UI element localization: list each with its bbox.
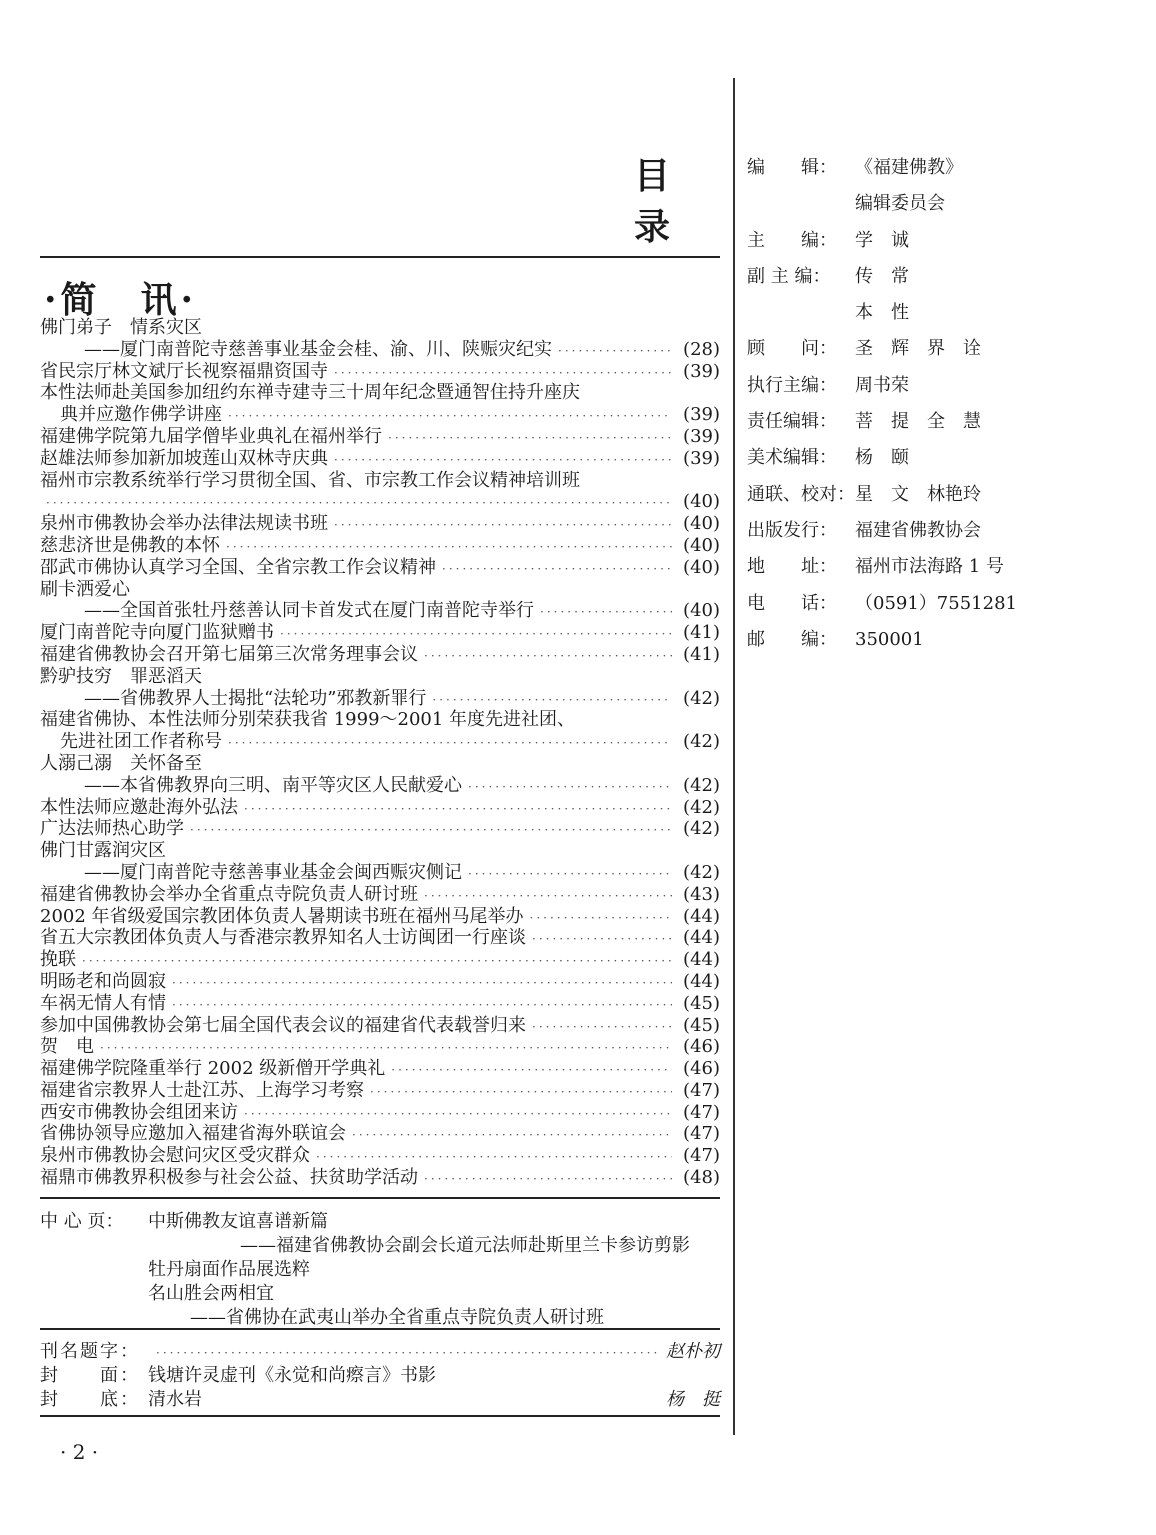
toc-entry-title: 厦门南普陀寺向厦门监狱赠书 <box>40 622 274 644</box>
toc-entry-page: (40) <box>683 513 720 535</box>
masthead-label: 美术编辑： <box>747 447 837 469</box>
toc-entry <box>40 1145 720 1167</box>
toc-entry <box>40 775 720 797</box>
toc-entry-page: (44) <box>683 970 720 992</box>
toc-entry <box>40 470 720 492</box>
credit-label: 封 底： <box>40 1389 140 1410</box>
toc-entry-page: (40) <box>683 556 720 578</box>
toc-entry-page: (44) <box>683 905 720 927</box>
toc-entry <box>40 535 720 557</box>
toc-leader-dots <box>424 646 672 668</box>
toc-entry <box>40 731 720 753</box>
toc-entry-title: ——厦门南普陀寺慈善事业基金会桂、渝、川、陕赈灾纪实 <box>84 338 552 360</box>
toc-entry-title: 省民宗厅林文斌厅长视察福鼎资国寺 <box>40 360 328 382</box>
toc-entry-title: 福建佛学院隆重举行 2002 级新僧开学典礼 <box>40 1058 386 1080</box>
masthead-row <box>747 223 1107 259</box>
toc-title: 目录 <box>634 156 673 248</box>
toc-leader-dots <box>442 559 672 581</box>
toc-entry-title: ——本省佛教界向三明、南平等灾区人民献爱心 <box>84 774 462 796</box>
masthead-label: 出版发行： <box>747 519 837 541</box>
toc-entry-page: (39) <box>683 360 720 382</box>
toc-entry <box>40 448 720 470</box>
masthead-row <box>747 513 1107 549</box>
toc-entry-title: 本性法师应邀赴海外弘法 <box>40 796 238 818</box>
toc-entry-page: (44) <box>683 949 720 971</box>
toc-entry <box>40 317 720 339</box>
toc-entry-title: 人溺己溺 关怀备至 <box>40 752 202 774</box>
masthead-value: 福建省佛教协会 <box>855 519 981 541</box>
masthead-row <box>747 586 1107 622</box>
toc-leader-dots <box>334 515 672 537</box>
toc-leader-dots <box>388 428 672 450</box>
credit-name: 赵朴初 <box>666 1341 720 1362</box>
masthead-row <box>747 404 1107 440</box>
masthead-value: （0591）7551281 <box>855 592 1017 614</box>
toc-entry-page: (42) <box>683 861 720 883</box>
masthead-value: 杨 颐 <box>855 447 909 469</box>
toc-entry-title: 福建省佛教协会举办全省重点寺院负责人研讨班 <box>40 883 418 905</box>
toc-entry-page: (40) <box>683 491 720 513</box>
toc-leader-dots <box>226 537 672 559</box>
masthead-row <box>747 440 1107 476</box>
toc-leader-dots <box>532 929 672 951</box>
masthead-label: 执行主编： <box>747 374 837 396</box>
toc-entry <box>40 1123 720 1145</box>
masthead-row <box>747 295 1107 331</box>
toc-entry-page: (47) <box>683 1145 720 1167</box>
toc-entry <box>40 513 720 535</box>
toc-entry <box>40 709 720 731</box>
toc-entry-title: ——厦门南普陀寺慈善事业基金会闽西赈灾侧记 <box>84 861 462 883</box>
toc-entry-title: 福建省佛教协会召开第七届第三次常务理事会议 <box>40 643 418 665</box>
toc-leader-dots <box>244 799 672 821</box>
toc-entry-title: 典并应邀作佛学讲座 <box>60 404 222 426</box>
toc-entry-title: 广达法师热心助学 <box>40 818 184 840</box>
toc-entry <box>40 600 720 622</box>
masthead-row <box>747 186 1107 222</box>
toc-entry <box>40 688 720 710</box>
toc-entry-title: 参加中国佛教协会第七届全国代表会议的福建省代表载誉归来 <box>40 1014 526 1036</box>
toc-entry <box>40 993 720 1015</box>
credit-row <box>40 1340 720 1364</box>
toc-entry-page: (48) <box>683 1167 720 1189</box>
toc-leader-dots <box>532 1017 672 1039</box>
title-rule <box>40 256 720 258</box>
masthead-value: 《福建佛教》 <box>855 157 963 178</box>
toc-entry <box>40 884 720 906</box>
masthead-value: 本 性 <box>855 302 909 324</box>
toc-entry-title: 黔驴技穷 罪恶滔天 <box>40 665 202 687</box>
toc-entry-page: (44) <box>683 927 720 949</box>
masthead-value: 周书荣 <box>855 374 909 396</box>
toc-leader-dots <box>172 973 672 995</box>
center-page-label: 中 心 页： <box>40 1211 124 1232</box>
masthead-label <box>747 295 855 331</box>
center-page-line: 中斯佛教友谊喜谱新篇 <box>148 1211 328 1232</box>
toc-entry-page: (42) <box>683 818 720 840</box>
toc-leader-dots <box>316 1147 672 1169</box>
toc-entry-page: (28) <box>683 338 720 360</box>
masthead-label: 编 辑： <box>747 157 837 178</box>
page-number: · 2 · <box>60 1440 99 1464</box>
column-divider <box>733 78 735 1435</box>
toc-leader-dots <box>228 406 672 428</box>
toc-entry <box>40 644 720 666</box>
masthead-value: 编辑委员会 <box>855 193 945 215</box>
toc-entry-title: 泉州市佛教协会举办法律法规读书班 <box>40 513 328 535</box>
toc-entry-page: (46) <box>683 1036 720 1058</box>
toc-entry-title: ——全国首张牡丹慈善认同卡首发式在厦门南普陀寺举行 <box>84 600 534 622</box>
masthead-row <box>747 549 1107 585</box>
masthead-value: 学 诚 <box>855 229 909 251</box>
toc-entry <box>40 557 720 579</box>
masthead-row <box>747 622 1107 658</box>
toc-entry-title: 贺 电 <box>40 1036 94 1058</box>
toc-entry <box>40 927 720 949</box>
toc-leader-dots <box>530 908 672 930</box>
toc-entry <box>40 862 720 884</box>
toc-entry <box>40 382 720 404</box>
toc-entry-title: 西安市佛教协会组团来访 <box>40 1101 238 1123</box>
toc-entry <box>40 949 720 971</box>
center-bottom-rule <box>40 1328 720 1330</box>
toc-entry-page: (47) <box>683 1079 720 1101</box>
toc-entry-title: 泉州市佛教协会慰问灾区受灾群众 <box>40 1145 310 1167</box>
masthead-row <box>747 150 1107 186</box>
center-page-line: 名山胜会两相宜 <box>148 1283 274 1304</box>
center-page-line: 牡丹扇面作品展选粹 <box>148 1259 310 1280</box>
masthead-label: 责任编辑： <box>747 411 837 433</box>
toc-entry <box>40 1036 720 1058</box>
masthead-row <box>747 477 1107 513</box>
masthead-value: 圣 辉 界 诠 <box>855 338 981 360</box>
credits-bottom-rule <box>40 1415 720 1417</box>
toc-entry-title: 福鼎市佛教界积极参与社会公益、扶贫助学活动 <box>40 1167 418 1189</box>
masthead-label <box>747 186 855 222</box>
toc-leader-dots <box>468 864 672 886</box>
toc-entry-title: 佛门弟子 情系灾区 <box>40 317 202 338</box>
toc-entry <box>40 1058 720 1080</box>
toc-leader-dots <box>172 995 672 1017</box>
toc-entry-title: 福建佛学院第九届学僧毕业典礼在福州举行 <box>40 425 382 447</box>
toc-leader-dots <box>82 951 672 973</box>
masthead-value: 福州市法海路 1 号 <box>855 556 1004 578</box>
toc-entry-page: (42) <box>683 731 720 753</box>
toc-bottom-rule <box>40 1197 720 1199</box>
toc-entry <box>40 426 720 448</box>
masthead-label: 副 主 编： <box>747 265 831 287</box>
toc-leader-dots <box>228 733 672 755</box>
toc-entry-page: (47) <box>683 1101 720 1123</box>
toc-leader-dots <box>280 624 672 646</box>
masthead-value: 传 常 <box>855 265 909 287</box>
toc-entry <box>40 1015 720 1037</box>
masthead <box>747 150 1107 658</box>
toc-entry-page: (41) <box>683 643 720 665</box>
toc-entry <box>40 622 720 644</box>
toc-entry <box>40 818 720 840</box>
credit-label: 封 面： <box>40 1365 140 1386</box>
toc-entry <box>40 840 720 862</box>
masthead-value: 菩 提 全 慧 <box>855 411 981 433</box>
toc-leader-dots <box>424 1169 672 1191</box>
toc-entry-page: (39) <box>683 447 720 469</box>
toc-entry-page: (39) <box>683 425 720 447</box>
toc-leader-dots <box>424 886 672 908</box>
toc-entry-title: 明旸老和尚圆寂 <box>40 970 166 992</box>
toc-entry-page: (40) <box>683 600 720 622</box>
toc-entry-title: 慈悲济世是佛教的本怀 <box>40 534 220 556</box>
credit-row <box>40 1388 720 1412</box>
toc-entry <box>40 797 720 819</box>
toc-entry-page: (42) <box>683 687 720 709</box>
masthead-label: 顾 问： <box>747 338 837 360</box>
toc-entry <box>40 753 720 775</box>
toc-entry-page: (40) <box>683 534 720 556</box>
toc-entry <box>40 361 720 383</box>
toc-entry <box>40 404 720 426</box>
toc-leader-dots <box>540 602 672 624</box>
toc-entry-title: 福州市宗教系统举行学习贯彻全国、省、市宗教工作会议精神培训班 <box>40 469 580 491</box>
center-page-line: ——福建省佛教协会副会长道元法师赴斯里兰卡参访剪影 <box>240 1235 690 1256</box>
masthead-label: 主 编： <box>747 229 837 251</box>
toc-leader-dots <box>352 1125 672 1147</box>
toc-entry <box>40 579 720 601</box>
toc-list <box>40 317 720 1189</box>
center-page-line: ——省佛协在武夷山举办全省重点寺院负责人研讨班 <box>190 1307 604 1328</box>
toc-leader-dots <box>468 777 672 799</box>
toc-entry <box>40 1102 720 1124</box>
credit-leader-dots <box>156 1341 658 1365</box>
toc-leader-dots <box>370 1082 672 1104</box>
toc-entry-page: (46) <box>683 1058 720 1080</box>
masthead-label: 通联、校对： <box>747 483 855 505</box>
section-heading: ·简 讯· <box>44 279 198 321</box>
masthead-label: 邮 编： <box>747 628 837 650</box>
toc-entry-title: ——省佛教界人士揭批“法轮功”邪教新罪行 <box>84 687 427 709</box>
credit-value: 钱塘许灵虚刊《永觉和尚瘵言》书影 <box>148 1365 436 1386</box>
toc-entry-title: 挽联 <box>40 949 76 971</box>
toc-entry <box>40 1080 720 1102</box>
toc-entry <box>40 339 720 361</box>
toc-entry-title: 赵雄法师参加新加坡莲山双林寺庆典 <box>40 447 328 469</box>
toc-entry-page: (39) <box>683 404 720 426</box>
masthead-label: 地 址： <box>747 556 837 578</box>
toc-entry-title: 佛门甘露润灾区 <box>40 840 166 862</box>
toc-leader-dots <box>558 341 672 363</box>
credits-block <box>40 1340 720 1412</box>
toc-entry-title: 福建省宗教界人士赴江苏、上海学习考察 <box>40 1079 364 1101</box>
toc-entry <box>40 666 720 688</box>
toc-entry <box>40 906 720 928</box>
toc-entry-page: (42) <box>683 774 720 796</box>
toc-entry-page: (42) <box>683 796 720 818</box>
masthead-row <box>747 331 1107 367</box>
toc-leader-dots <box>391 1060 672 1082</box>
toc-entry-page: (47) <box>683 1123 720 1145</box>
toc-leader-dots <box>46 493 672 515</box>
masthead-row <box>747 368 1107 404</box>
credit-row <box>40 1364 720 1388</box>
toc-leader-dots <box>100 1038 672 1060</box>
toc-leader-dots <box>334 450 672 472</box>
toc-entry-page: (43) <box>683 883 720 905</box>
toc-entry-page: (45) <box>683 1014 720 1036</box>
toc-entry-title: 刷卡洒爱心 <box>40 578 130 600</box>
toc-leader-dots <box>190 820 672 842</box>
credit-label: 刊名题字： <box>40 1341 140 1362</box>
masthead-label: 电 话： <box>747 592 837 614</box>
masthead-value: 350001 <box>855 628 924 650</box>
masthead-row <box>747 259 1107 295</box>
credit-value: 清水岩 <box>148 1389 202 1410</box>
toc-entry-title: 本性法师赴美国参加纽约东禅寺建寺三十周年纪念暨通智住持升座庆 <box>40 382 580 404</box>
toc-entry <box>40 491 720 513</box>
toc-entry-page: (45) <box>683 992 720 1014</box>
toc-entry-title: 省五大宗教团体负责人与香港宗教界知名人士访闽团一行座谈 <box>40 927 526 949</box>
toc-entry <box>40 1167 720 1189</box>
credit-name: 杨 挺 <box>666 1389 720 1410</box>
toc-leader-dots <box>244 1104 672 1126</box>
center-page-block <box>40 1210 720 1330</box>
toc-entry <box>40 971 720 993</box>
toc-entry-page: (41) <box>683 622 720 644</box>
toc-entry-title: 省佛协领导应邀加入福建省海外联谊会 <box>40 1123 346 1145</box>
toc-entry-title: 福建省佛协、本性法师分别荣获我省 1999～2001 年度先进社团、 <box>40 709 576 731</box>
toc-entry-title: 2002 年省级爱国宗教团体负责人暑期读书班在福州马尾举办 <box>40 905 524 927</box>
toc-entry-title: 车祸无情人有情 <box>40 992 166 1014</box>
toc-entry-title: 先进社团工作者称号 <box>60 731 222 753</box>
masthead-value: 星 文 林艳玲 <box>855 483 981 505</box>
toc-entry-title: 邵武市佛协认真学习全国、全省宗教工作会议精神 <box>40 556 436 578</box>
